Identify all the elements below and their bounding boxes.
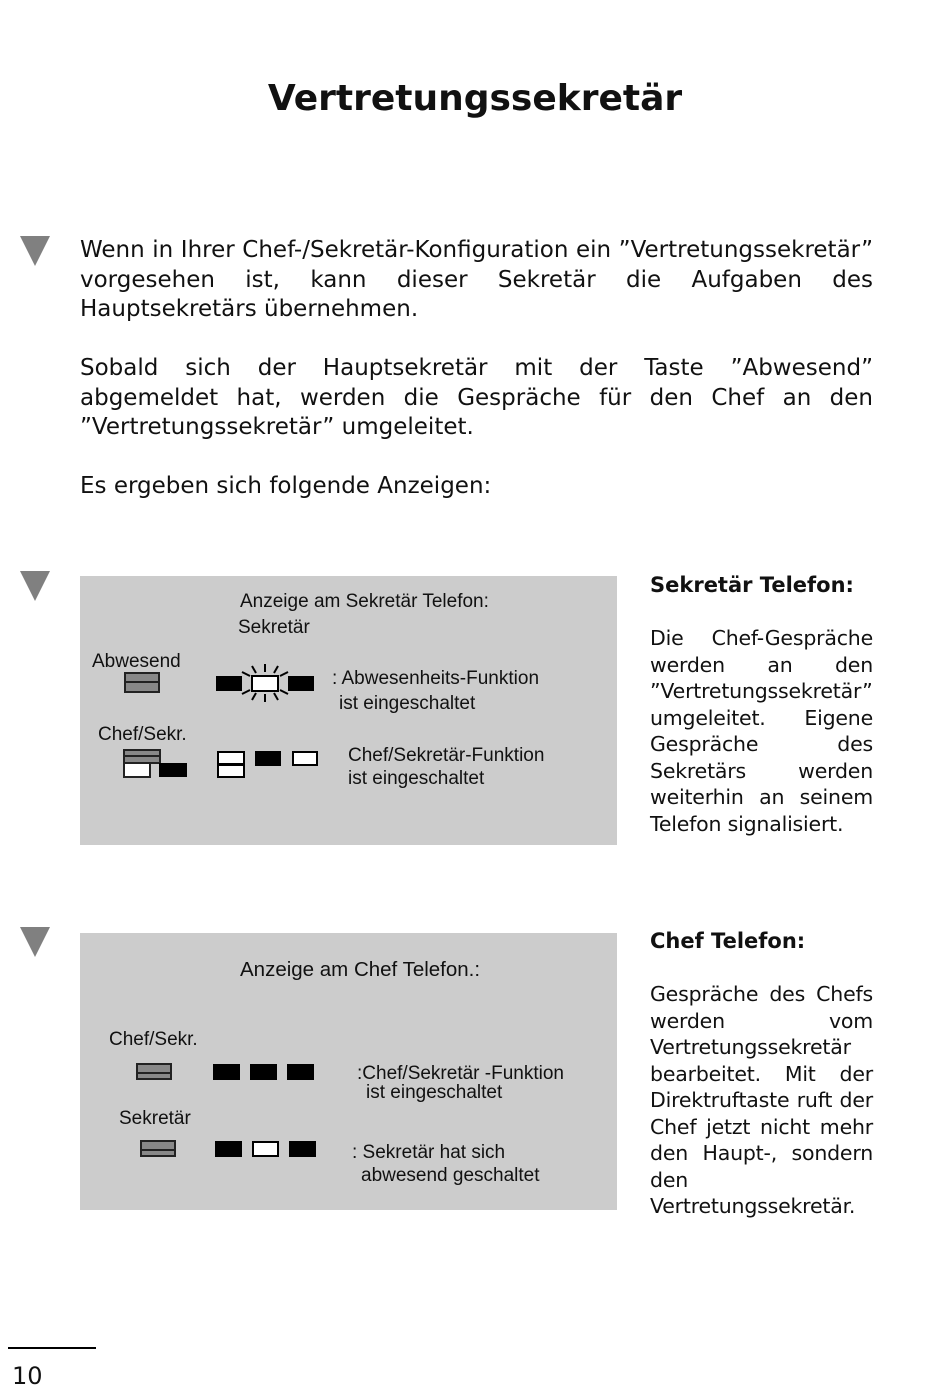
chef-sekr-key-label: Chef/Sekr. [109,1029,198,1050]
sekretaer-key-label: Sekretär [119,1108,191,1129]
intro-paragraph-2: Sobald sich der Hauptsekretär mit der Taste ”Abwesend” abgemeldet hat, werden die Gespräche für den Chef an den ”Vertretungssekretär” umgeleitet. [80,355,873,440]
desc-chef-sekr-line2: ist eingeschaltet [366,1082,503,1103]
panel-heading: Anzeige am Chef Telefon.: [240,958,481,981]
abwesend-key-icon [124,672,160,693]
sekretaer-key-icon [140,1140,176,1157]
led-icon [255,751,281,766]
page-number: 10 [12,1362,43,1390]
led-icon [252,1141,279,1157]
desc-chef-sekr-line1: Chef/Sekretär-Funktion [348,745,545,766]
led-icon [250,1064,277,1080]
desc-secretary-absent-line2: abwesend geschaltet [361,1165,540,1186]
led-icon [215,1141,242,1157]
led-icon [288,676,314,691]
abwesend-key-label: Abwesend [92,651,181,672]
section-marker-icon [20,236,50,266]
side-heading-secretary: Sekretär Telefon: [650,573,854,597]
side-heading-chef: Chef Telefon: [650,929,806,953]
panel-subheading: Sekretär [238,617,310,638]
side-text-chef: Gespräche des Chefs werden vom Vertretungssekretär bearbeitet. Mit der Direktruftaste ruft der Chef jetzt nicht mehr den Haupt-, sondern den Vertretungssekretär. [650,982,873,1218]
intro-paragraph-1: Wenn in Ihrer Chef-/Sekretär-Konfiguration ein ”Vertretungssekretär” vorgesehen ist, kann dieser Sekretär die Aufgaben des Hauptsekretärs übernehmen. [80,237,873,322]
led-icon [289,1141,316,1157]
footer-rule [8,1347,96,1349]
led-icon [217,751,245,779]
page-title: Vertretungssekretär [267,78,683,119]
blinking-led-icon [240,662,290,704]
led-icon [292,751,318,766]
section-marker-icon [20,571,50,601]
led-icon [287,1064,314,1080]
desc-chef-sekr-line2: ist eingeschaltet [348,768,485,789]
chef-sekr-key-icon [123,749,189,779]
chef-display-panel [80,933,617,1210]
desc-secretary-absent-line1: : Sekretär hat sich [352,1142,506,1163]
desc-absence-line1: : Abwesenheits-Funktion [332,668,540,689]
intro-paragraph-3: Es ergeben sich folgende Anzeigen: [80,473,492,499]
side-text-secretary: Die Chef-Gespräche werden an den ”Vertretungssekretär” umgeleitet. Eigene Gespräche des Sekretärs werden weiterhin an seinem Telefon signalisiert. [650,626,873,836]
led-icon [213,1064,240,1080]
panel-heading: Anzeige am Sekretär Telefon: [240,591,489,612]
secretary-display-panel [80,576,617,845]
chef-sekr-key-icon [136,1063,172,1080]
desc-absence-line2: ist eingeschaltet [339,693,476,714]
section-marker-icon [20,927,50,957]
led-icon [216,676,242,691]
desc-chef-sekr-line1: :Chef/Sekretär -Funktion [357,1063,564,1084]
chef-sekr-key-label: Chef/Sekr. [98,724,187,745]
